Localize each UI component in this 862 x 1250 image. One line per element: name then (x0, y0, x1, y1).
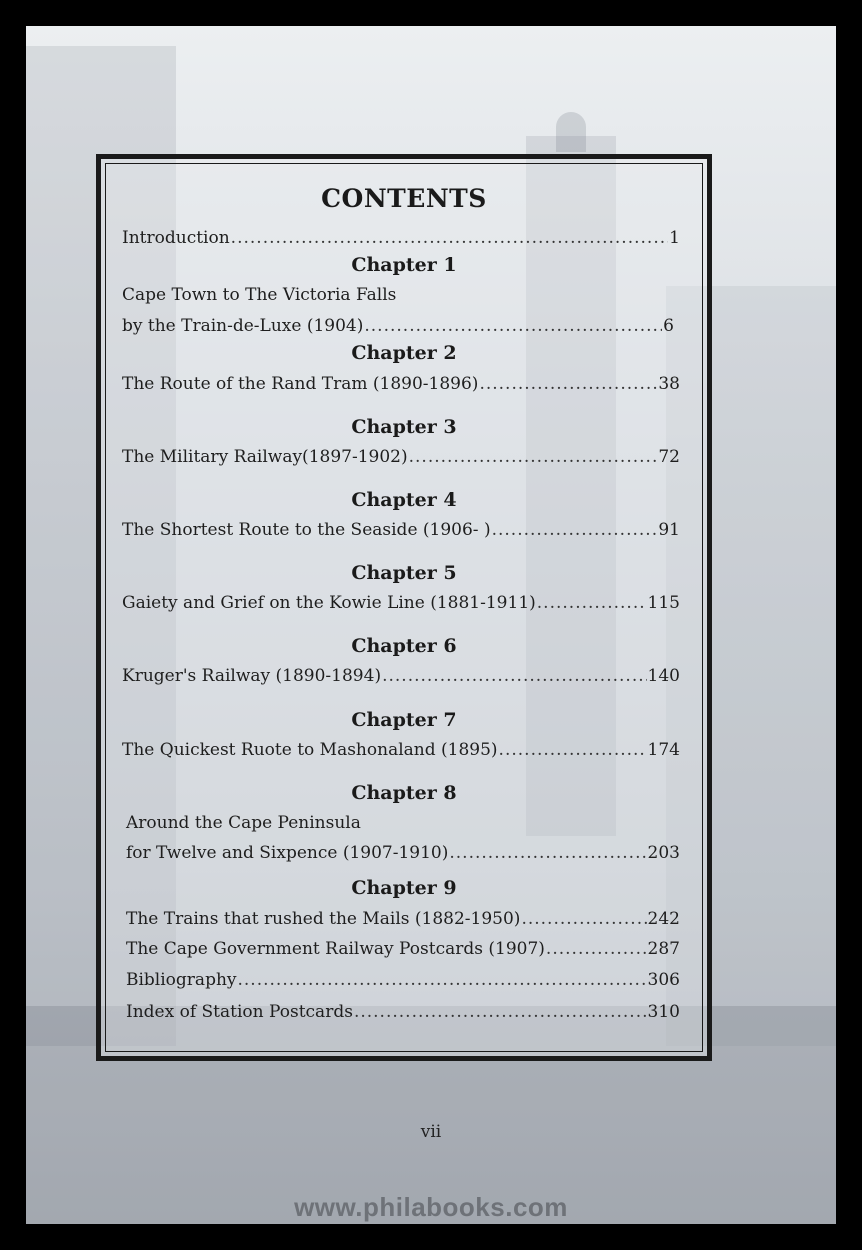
toc-entry-index[interactable] (126, 1002, 680, 1022)
toc-leader-dots (537, 593, 647, 613)
chapter-2-heading: Chapter 2 (351, 342, 457, 364)
toc-leader-dots (382, 666, 646, 686)
chapter-3-heading: Chapter 3 (351, 416, 457, 438)
chapter-1-heading: Chapter 1 (351, 254, 457, 276)
toc-entry-chapter-8[interactable] (126, 843, 680, 863)
chapter-6-heading: Chapter 6 (351, 635, 457, 657)
toc-entry-label: Bibliography (126, 970, 237, 990)
background-tower-dome (556, 112, 586, 152)
website-watermark: www.philabooks.com (294, 1192, 568, 1222)
toc-entry-page: 72 (658, 447, 680, 467)
page-number: vii (420, 1122, 442, 1142)
chapter-8-title-line1: Around the Cape Peninsula (126, 813, 361, 833)
toc-leader-dots (354, 1002, 647, 1022)
toc-entry-page: 1 (669, 228, 680, 248)
toc-entry-chapter-9[interactable] (126, 909, 680, 929)
toc-entry-label: The Military Railway(1897-1902) (122, 447, 408, 467)
toc-entry-chapter-6[interactable] (122, 666, 680, 686)
toc-entry-page: 174 (647, 740, 680, 760)
contents-frame (96, 154, 712, 1061)
toc-entry-label: Kruger's Railway (1890-1894) (122, 666, 382, 686)
toc-leader-dots (449, 843, 646, 863)
toc-leader-dots (499, 740, 647, 760)
toc-entry-page: 91 (658, 520, 680, 540)
toc-entry-page: 140 (647, 666, 680, 686)
toc-entry-chapter-4[interactable] (122, 520, 680, 540)
toc-entry-chapter-1[interactable] (122, 316, 674, 336)
toc-entry-label: The Cape Government Railway Postcards (1907) (126, 939, 545, 959)
toc-entry-label: The Trains that rushed the Mails (1882-1950) (126, 909, 521, 929)
toc-leader-dots (231, 228, 669, 248)
toc-entry-page: 115 (647, 593, 680, 613)
book-page (26, 26, 836, 1224)
toc-leader-dots (364, 316, 662, 336)
toc-entry-page: 242 (647, 909, 680, 929)
toc-entry-label: The Quickest Ruote to Mashonaland (1895) (122, 740, 498, 760)
toc-entry-label: Index of Station Postcards (126, 1002, 353, 1022)
toc-entry-introduction[interactable] (122, 228, 680, 248)
chapter-9-heading: Chapter 9 (351, 877, 457, 899)
toc-entry-postcards[interactable] (126, 939, 680, 959)
toc-entry-label: by the Train-de-Luxe (1904) (122, 316, 364, 336)
toc-leader-dots (492, 520, 658, 540)
contents-inner-frame (105, 163, 703, 1052)
toc-entry-bibliography[interactable] (126, 970, 680, 990)
toc-entry-page: 310 (647, 1002, 680, 1022)
toc-leader-dots (238, 970, 647, 990)
chapter-8-heading: Chapter 8 (351, 782, 457, 804)
toc-leader-dots (479, 374, 657, 394)
toc-entry-page: 306 (647, 970, 680, 990)
chapter-1-title-line1: Cape Town to The Victoria Falls (122, 285, 397, 305)
toc-entry-chapter-5[interactable] (122, 593, 680, 613)
toc-entry-chapter-7[interactable] (122, 740, 680, 760)
toc-leader-dots (409, 447, 658, 467)
chapter-4-heading: Chapter 4 (351, 489, 457, 511)
chapter-5-heading: Chapter 5 (351, 562, 457, 584)
toc-entry-page: 6 (663, 316, 674, 336)
toc-entry-label: The Shortest Route to the Seaside (1906- ) (122, 520, 491, 540)
toc-entry-label: for Twelve and Sixpence (1907-1910) (126, 843, 449, 863)
toc-entry-page: 203 (647, 843, 680, 863)
toc-leader-dots (521, 909, 646, 929)
toc-entry-page: 38 (658, 374, 680, 394)
toc-leader-dots (546, 939, 647, 959)
toc-entry-label: The Route of the Rand Tram (1890-1896) (122, 374, 479, 394)
toc-entry-label: Introduction (122, 228, 230, 248)
toc-entry-page: 287 (647, 939, 680, 959)
toc-entry-chapter-3[interactable] (122, 447, 680, 467)
contents-title: CONTENTS (321, 184, 487, 213)
toc-entry-chapter-2[interactable] (122, 374, 680, 394)
toc-entry-label: Gaiety and Grief on the Kowie Line (1881-1911) (122, 593, 536, 613)
chapter-7-heading: Chapter 7 (351, 709, 457, 731)
